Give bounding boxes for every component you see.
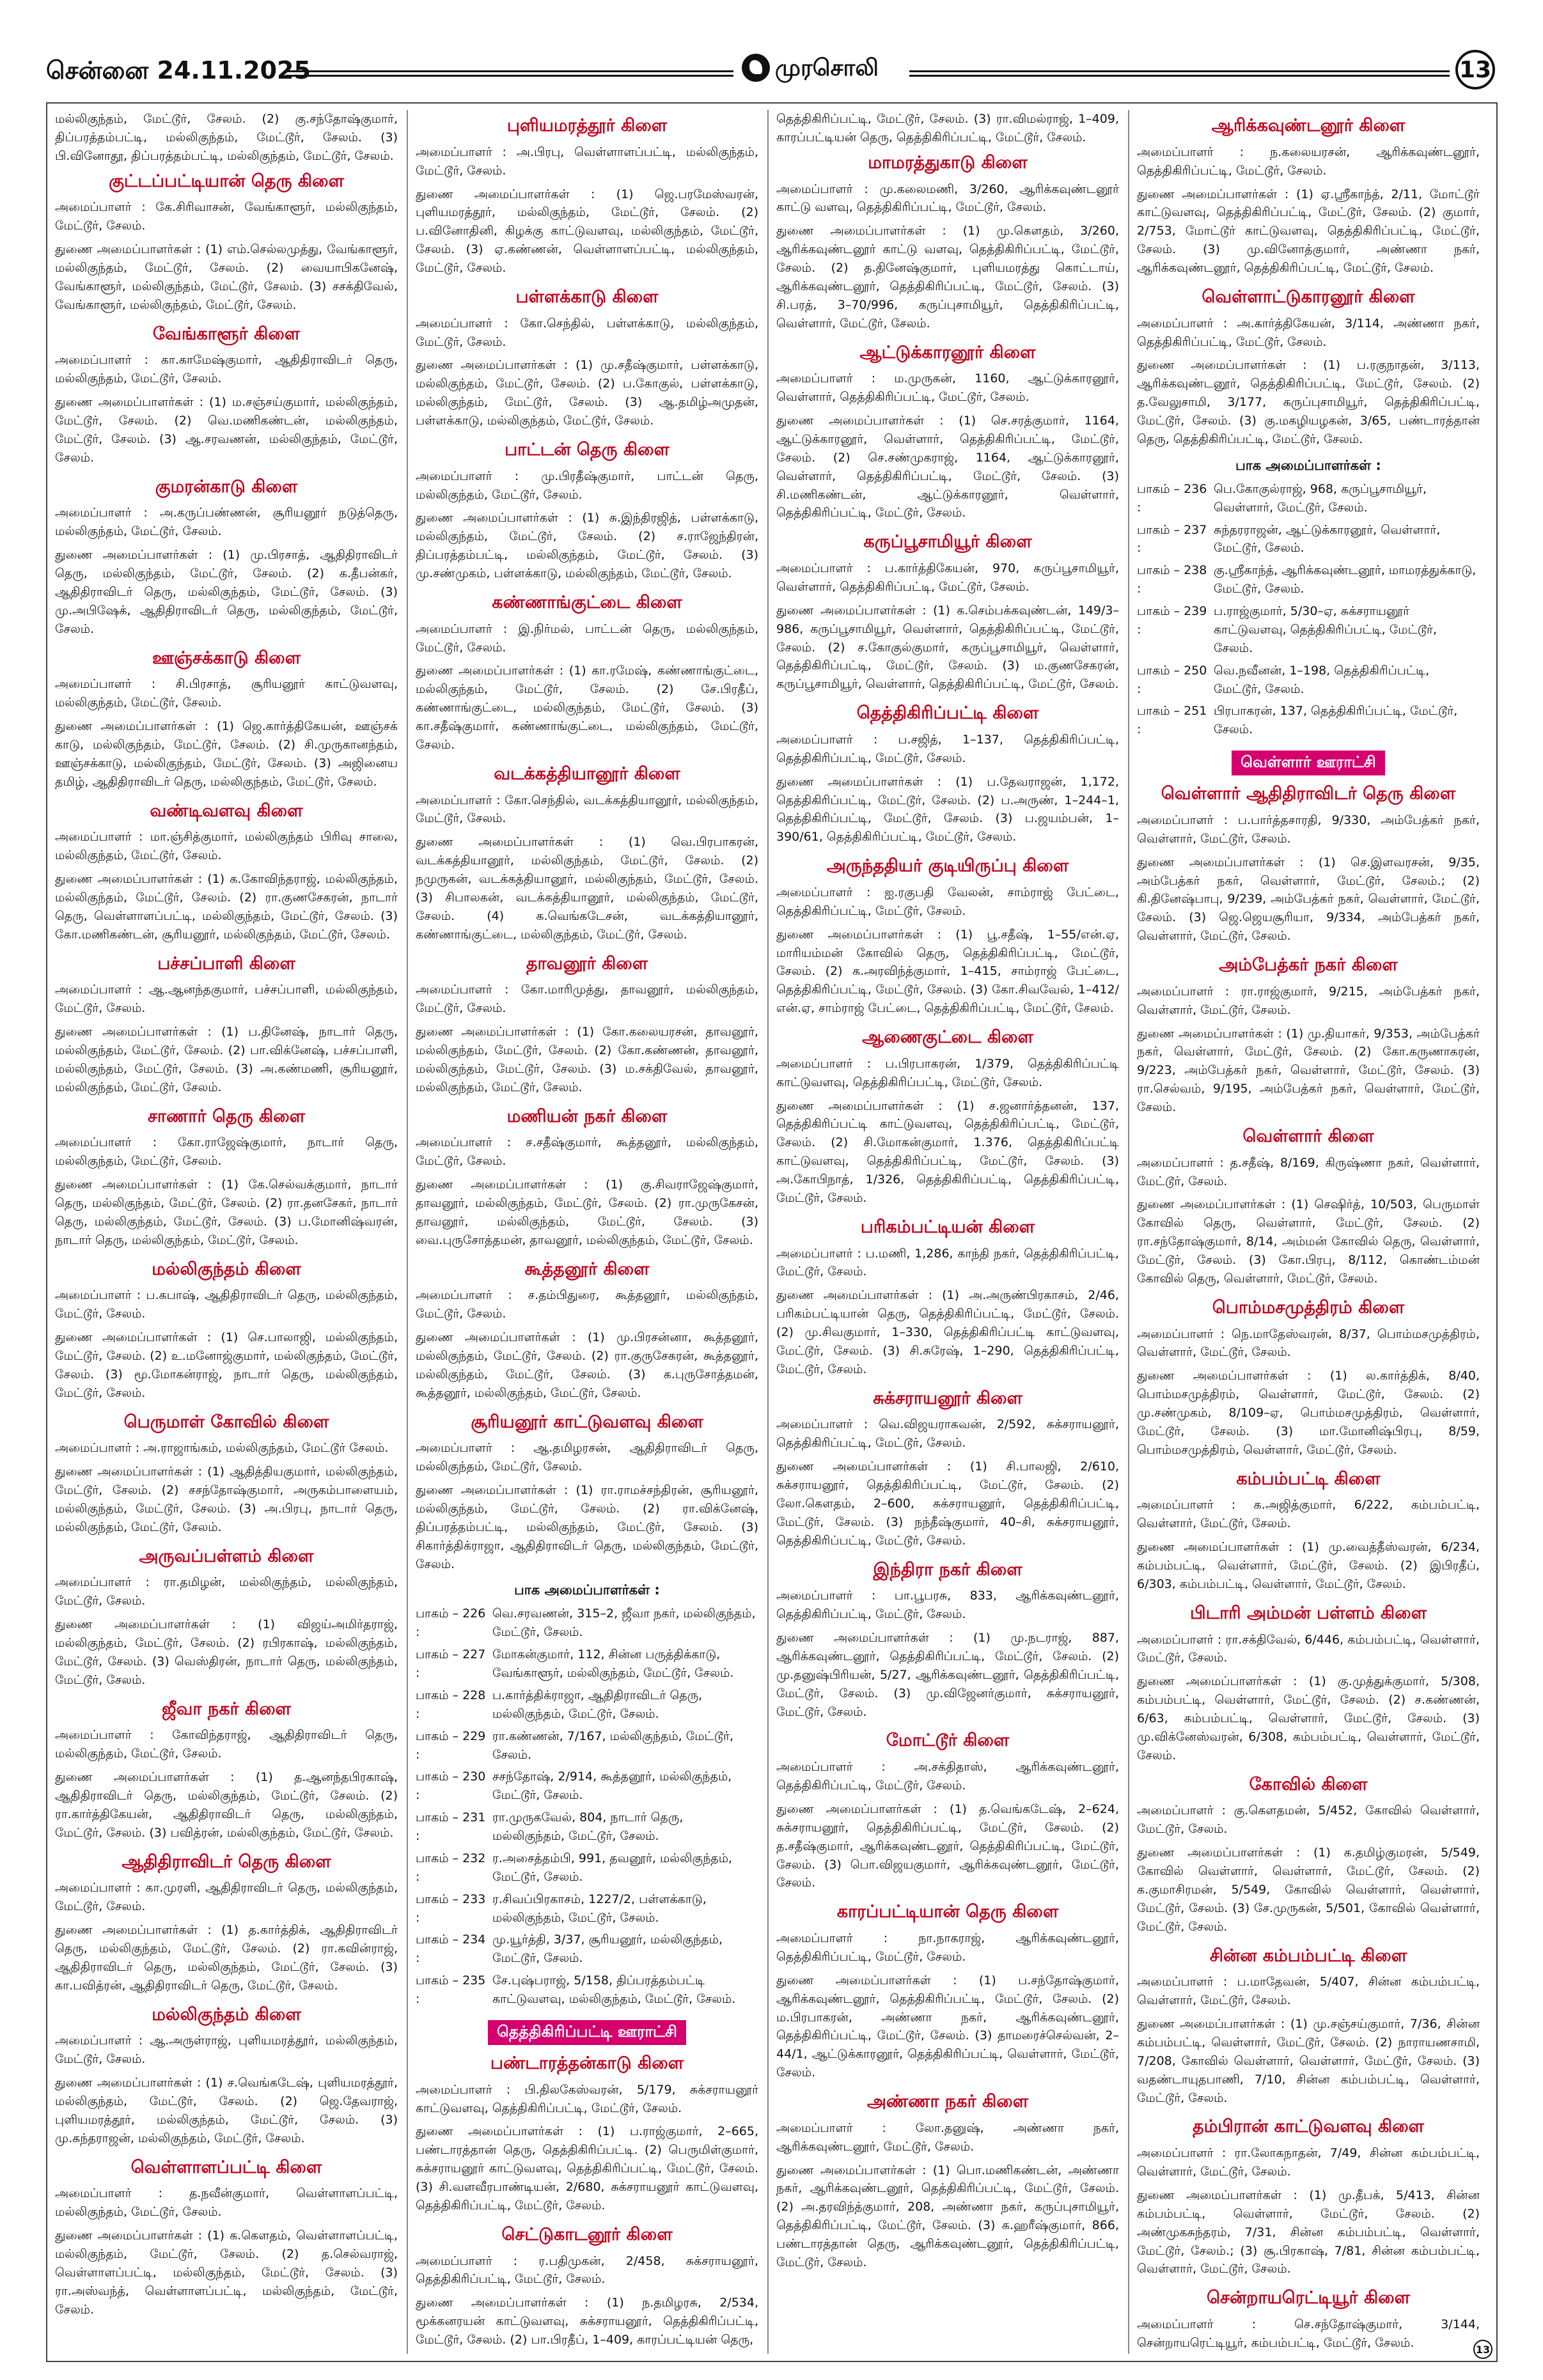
deputy-organizers-text: துணை அமைப்பாளர்கள் : (1) சி.பாலஜி, 2/610, சுக்சராயனூர், தெத்திகிரிப்பட்டி, மேட்டூர், சேலம். (2) லோ.கௌதம், 2–600, சுக்சராயனூர், தெத்திகிரிப்பட்டி, மேட்டூர், சேலம். (3) நந்தீஷ்குமார், 40–சி, சுக்சராயனூர், தெத்திகிரிப்பட்டி, மேட்டூர், சேலம். [776,1459,1119,1548]
branch-title: சென்றாயரெட்டியூர் கிளை [1206,2288,1411,2308]
column-divider [1128,110,1129,2354]
organizer-text: அமைப்பாளர் : ப.கார்த்திகேயன், 970, கருப்பூசாமியூர், வெள்ளார், தெத்திகிரிப்பட்டி, மேட்டூர், சேலம். [776,561,1119,594]
organizer-text: அமைப்பாளர் : மு.கலைமணி, 3/260, ஆரிக்கவுண்டனூர் காட்டு வளவு, தெத்திகிரிப்பட்டி, மேட்டூர், சேலம். [776,182,1119,215]
deputy-organizers-text: துணை அமைப்பாளர்கள் : (1) மு.தீபக், 5/413, சின்ன கம்பம்பட்டி, வெள்ளார், மேட்டூர், சேலம். (2) அண்முகசுந்தரம், 7/31, சின்ன கம்பம்பட்டி, வெள்ளார், மேட்டூர், சேலம்.; (3) சூ.பிரகாஷ், 7/81, சின்ன கம்பம்பட்டி, வெள்ளார், மேட்டூர், சேலம். [1137,2188,1480,2276]
issue-date: சென்னை 24.11.2025 [46,56,311,84]
ward-row [416,1727,758,1764]
column-1 [55,110,398,2354]
column-4 [1137,110,1480,2354]
deputy-organizers-text: துணை அமைப்பாளர்கள் : (1) செ.இளவரசன், 9/35, அம்பேத்கர் நகர், வெள்ளார், மேட்டூர், சேலம்.; (2) கி.தினேஷ்பாபு, 9/239, அம்பேத்கர் நகர், வெள்ளார், மேட்டூர், சேலம். (3) ஜெ.ஜெயசூரியா, 9/334, அம்பேத்கர் நகர், வெள்ளார், மேட்டூர், சேலம். [1137,855,1480,944]
organizer-text: அமைப்பாளர் : இ.நிர்மல், பாட்டன் தெரு, மல்லிகுந்தம், மேட்டூர், சேலம். [416,621,758,655]
ward-organizers-heading: பாக அமைப்பாளர்கள் : [514,1582,660,1598]
ward-row [416,1686,758,1723]
organizer-text: அமைப்பாளர் : ப.மாதேவன், 5/407, சின்ன கம்பம்பட்டி, வெள்ளார், மேட்டூர், சேலம். [1137,1975,1480,2008]
branch-title: சின்ன கம்பம்பட்டி கிளை [1209,1945,1407,1966]
branch-title: தாவனூர் கிளை [526,953,648,974]
deputy-organizers-text: துணை அமைப்பாளர்கள் : (1) கா.ரமேஷ், கண்ணாங்குட்டை, மல்லிகுந்தம், மேட்டூர், சேலம். (2) சே.பிரதீப், கண்ணாங்குட்டை, மல்லிகுந்தம், மேட்டூர், சேலம். (3) கா.சதீஷ்குமார், கண்ணாங்குட்டை, மல்லிகுந்தம், மேட்டூர், சேலம். [416,664,758,752]
branch-block [416,115,758,277]
branch-title: வெள்ளார் ஆதிதிராவிடர் தெரு கிளை [1161,784,1456,804]
branch-block [55,953,398,1097]
deputy-organizers-text: துணை அமைப்பாளர்கள் : (1) பொ.மணிகண்டன், அண்ணா நகர், ஆரிக்கவுண்டனூர், தெத்திகிரிப்பட்டி, மேட்டூர், சேலம். (2) அ.தரவிந்த்குமார், 208, அண்ணா நகர், கருப்புசாமியூர், தெத்திகிரிப்பட்டி, மேட்டூர், சேலம். (3) க.ஹரீஷ்குமார், 866, பண்டாரத்தான் தெரு, ஆரிக்கவுண்டனூர், தெத்திகிரிப்பட்டி, மேட்டூர், சேலம். [776,2163,1119,2269]
ward-number: பாகம் – 228 : [416,1688,486,1721]
ward-number: பாகம் – 229 : [416,1729,486,1762]
branch-title: ஜீவா நகர் கிளை [161,1699,292,1719]
organizer-text: அமைப்பாளர் : கே.சிரிவாசன், வேங்காளூர், மல்லிகுந்தம், மேட்டூர், சேலம். [55,200,398,233]
organizer-text: அமைப்பாளர் : ரா.லோகநாதன், 7/49, சின்ன கம்பம்பட்டி, வெள்ளார், மேட்டூர், சேலம். [1137,2146,1480,2179]
masthead-rule-left [286,70,733,77]
deputy-organizers-text: துணை அமைப்பாளர்கள் : (1) த.கார்த்திக், ஆதிதிராவிடர் தெரு, மல்லிகுந்தம், மேட்டூர், சேலம். (2) ரா.கவின்ராஜ், ஆதிதிராவிடர் தெரு, மல்லிகுந்தம், மேட்டூர், சேலம். (3) கா.பவித்ரன், ஆதிதிராவிடர் தெரு, மேட்டூர், சேலம். [55,1923,398,1993]
ward-number: பாகம் – 232 : [416,1851,486,1884]
branch-title: மல்லிகுந்தம் கிளை [152,2004,301,2025]
organizer-text: அமைப்பாளர் : ச.தம்பிதுரை, கூத்தனூர், மல்லிகுந்தம், மேட்டூர், சேலம். [416,1288,758,1321]
branch-block [1137,1126,1480,1288]
branch-title: பாட்டன் தெரு கிளை [505,439,670,460]
ward-row [1137,662,1480,699]
branch-block [776,1217,1119,1379]
ward-row [416,1808,758,1846]
ward-number: பாகம் – 227 : [416,1647,486,1680]
organizer-text: அமைப்பாளர் : செ.சந்தோஷ்குமார், 3/144, சென்றாயரெட்டியூர், கம்பம்பட்டி, மேட்டூர், சேலம். [1137,2317,1480,2350]
organizer-text: அமைப்பாளர் : த.நவீன்குமார், வெள்ளாளப்பட்டி, மல்லிகுந்தம், மேட்டூர், சேலம். [55,2186,398,2220]
page-number-badge: 13 [1455,50,1495,89]
branch-block [416,2053,758,2215]
organizer-text: அமைப்பாளர் : ர.பதிமுகன், 2/458, சுக்சராயனூர், தெத்திகிரிப்பட்டி, மேட்டூர், சேலம். [416,2253,758,2287]
organizer-text: அமைப்பாளர் : கோ.செந்தில், பள்ளக்காடு, மல்லிகுந்தம், மேட்டூர், சேலம். [416,316,758,349]
branch-title: கோவில் கிளை [1249,1774,1368,1794]
ward-number: பாகம் – 234 : [416,1933,486,1966]
branch-title: செட்டுகாடனூர் கிளை [501,2224,673,2244]
branch-title: பெருமாள் கோவில் கிளை [123,1412,329,1432]
ward-organizer: மோகன்குமார், 112, சின்ன பருத்திக்காடு, வேங்காளூர், மல்லிகுந்தம், மேட்டூர், சேலம். [492,1647,734,1680]
continuation-text: தெத்திகிரிப்பட்டி, மேட்டூர், சேலம். (3) ரா.விமல்ராஜ், 1–409, காரப்பட்டியன் தெரு, தெத்திகிரிப்பட்டி, மேட்டூர், சேலம். [776,112,1119,144]
deputy-organizers-text: துணை அமைப்பாளர்கள் : (1) பூ.சதீஷ், 1–55/என்.ஏ, மாரியம்மன் கோவில் தெரு, தெத்திகிரிப்பட்டி, மேட்டூர், சேலம். (2) க.அரவிந்த்குமார், 1–415, சாம்ராஜ் பேட்டை, தெத்திகிரிப்பட்டி, மேட்டூர், சேலம். (3) கோ.சிவவேல், 1–412/ என்.ஏ, சாம்ராஜ் பேட்டை, தெத்திகிரிப்பட்டி, மேட்டூர், சேலம். [776,927,1119,1016]
branch-block [776,342,1119,523]
ward-number: பாகம் – 250 : [1137,663,1207,696]
organizer-text: அமைப்பாளர் : சி.பிரசாத், சூரியனூர் காட்டுவளவு, மல்லிகுந்தம், மேட்டூர், சேலம். [55,677,398,710]
branch-title: பரிகம்பட்டியன் கிளை [860,1217,1035,1237]
branch-block [776,1901,1119,2082]
deputy-organizers-text: துணை அமைப்பாளர்கள் : (1) ச.ஜனார்த்தனன், 137, தெத்திகிரிப்பட்டி காட்டுவளவு, தெத்திகிரிப்பட்டி, மேட்டூர், சேலம். (2) சி.மோகன்குமார், 1.376, தெத்திகிரிப்பட்டி காட்டுவளவு, தெத்திகிரிப்பட்டி, மேட்டூர், சேலம். (3) அ.கோபிநாத், 1/326, தெத்திகிரிப்பட்டி, தெத்திகிரிப்பட்டி, மேட்டூர், சேலம். [776,1098,1119,1205]
branch-block [776,703,1119,846]
branch-block [416,286,758,430]
branch-title: ஊஞ்சக்காடு கிளை [152,648,301,668]
organizer-text: அமைப்பாளர் : லோ.தனுஷ், அண்ணா நகர், ஆரிக்கவுண்டனூர், மேட்டூர், சேலம். [776,2120,1119,2154]
section-band [416,2020,758,2045]
branch-title: வெள்ளாட்டுகாரனூர் கிளை [1202,286,1415,307]
branch-title: சூரியனூர் காட்டுவளவு கிளை [471,1412,703,1432]
branch-block [416,1259,758,1403]
ward-organizer: ரா.முருகவேல், 804, நாடார் தெரு, மல்லிகுந்தம், மேட்டூர், சேலம். [492,1810,684,1843]
branch-block [416,1412,758,1574]
deputy-organizers-text: துணை அமைப்பாளர்கள் : (1) ப.தேவராஜன், 1,172, தெத்திகிரிப்பட்டி, மேட்டூர், சேலம். (2) ப.அருண், 1–244–1, தெத்திகிரிப்பட்டி, மேட்டூர், சேலம். (3) ப.ஜயம்பன், 1–390/61, தெத்திகிரிப்பட்டி, மேட்டூர், சேலம். [776,774,1119,844]
branch-block [55,648,398,791]
organizer-text: அமைப்பாளர் : கோ.செந்தில், வடக்கத்தியானூர், மல்லிகுந்தம், மேட்டூர், சேலம். [416,793,758,826]
organizer-text: அமைப்பாளர் : அ.கருப்பண்ணன், சூரியனூர் நடுத்தெரு, மல்லிகுந்தம், மேட்டூர், சேலம். [55,506,398,539]
branch-title: இந்திரா நகர் கிளை [873,1559,1022,1580]
branch-title: வண்டிவளவு கிளை [150,800,303,821]
deputy-organizers-text: துணை அமைப்பாளர்கள் : (1) ஜெ.கார்த்திகேயன், ஊஞ்சக் காடு, மல்லிகுந்தம், மேட்டூர், சேலம். (2) சி.முருகானந்தம், ஊஞ்சக்காடு, மல்லிகுந்தம், மேட்டூர், சேலம். (3) அஜினைய தமிழ், ஆதிதிராவிடர் தெரு, மல்லிகுந்தம், மேட்டூர், சேலம். [55,719,398,789]
deputy-organizers-text: துணை அமைப்பாளர்கள் : (1) கோ.கலையரசன், தாவனூர், மல்லிகுந்தம், மேட்டூர், சேலம். (2) கோ.கண்ணன், தாவனூர், மல்லிகுந்தம், மேட்டூர், சேலம். (3) ம.சக்திவேல், தாவனூர், மல்லிகுந்தம், மேட்டூர், சேலம். [416,1025,758,1094]
organizer-text: அமைப்பாளர் : அ.சக்திதாஸ், ஆரிக்கவுண்டனூர், தெத்திகிரிப்பட்டி, மேட்டூர், சேலம். [776,1760,1119,1793]
ward-organizer: ர.சிவப்பிரகாசம், 1227/2, பள்ளக்காடு, மல்லிகுந்தம், மேட்டூர், சேலம். [492,1892,707,1925]
organizer-text: அமைப்பாளர் : ப.கபாஷ், ஆதிதிராவிடர் தெரு, மல்லிகுந்தம், மேட்டூர், சேலம். [55,1288,398,1321]
branch-title: கண்ணாங்குட்டை கிளை [492,592,682,612]
deputy-organizers-text: துணை அமைப்பாளர்கள் : (1) மு.பிரசன்னா, கூத்தனூர், மல்லிகுந்தம், மேட்டூர், சேலம். (2) ரா.குருசேகரன், கூத்தனூர், மல்லிகுந்தம், மேட்டூர், சேலம். (3) க.புருசோத்தமன், கூத்தனூர், மல்லிகுந்தம், மேட்டூர், சேலம். [416,1330,758,1400]
organizer-text: அமைப்பாளர் : நா.நாகராஜ், ஆரிக்கவுண்டனூர், தெத்திகிரிப்பட்டி, மேட்டூர், சேலம். [776,1931,1119,1964]
branch-title: காரப்பட்டியான் தெரு கிளை [836,1902,1059,1922]
organizer-text: அமைப்பாளர் : க.அஜித்குமார், 6/222, கம்பம்பட்டி, வெள்ளார், மேட்டூர், சேலம். [1137,1498,1480,1531]
ward-number: பாகம் – 235 : [416,1973,486,2006]
organizer-text: அமைப்பாளர் : ஆ.அருள்ராஜ், புளியமரத்தூர், மல்லிகுந்தம், மேட்டூர், சேலம். [55,2034,398,2067]
deputy-organizers-text: துணை அமைப்பாளர்கள் : (1) மு.நடராஜ், 887, ஆரிக்கவுண்டனூர், தெத்திகிரிப்பட்டி, மேட்டூர், சேலம். (2) மு.தனுஷ்பிரியன், 5/27, ஆரிக்கவுண்டனூர், தெத்திகிரிப்பட்டி, மேட்டூர், சேலம். (3) மு.விஜேனர்குமார், சுக்சராயனூர், மேட்டூர், சேலம். [776,1631,1119,1719]
organizer-text: அமைப்பாளர் : ப.பிரபாகரன், 1/379, தெத்திகிரிப்பட்டி காட்டுவளவு, தெத்திகிரிப்பட்டி, மேட்டூர், சேலம். [776,1056,1119,1089]
organizer-text: அமைப்பாளர் : ஆ.ஆனந்தகுமார், பச்சப்பாளி, மல்லிகுந்தம், மேட்டூர், சேலம். [55,983,398,1016]
branch-title: பச்சப்பாளி கிளை [157,953,295,974]
branch-title: மாமரத்துகாடு கிளை [868,152,1028,173]
organizer-text: அமைப்பாளர் : ம.முருகன், 1160, ஆட்டுக்காரனூர், வெள்ளார், தெத்திகிரிப்பட்டி, மேட்டூர், சேலம். [776,371,1119,405]
deputy-organizers-text: துணை அமைப்பாளர்கள் : (1) க.தமிழ்குமரன், 5/549, கோவில் வெள்ளார், வெள்ளார், மேட்டூர், சேலம். (2) க.குமாசிரமன், 5/549, கோவில் வெள்ளார், வெள்ளார், மேட்டூர், சேலம். (3) சே.முருகன், 5/501, கோவில் வெள்ளார், மேட்டூர், சேலம். [1137,1846,1480,1934]
organizer-text: அமைப்பாளர் : ப.மணி, 1,286, காந்தி நகர், தெத்திகிரிப்பட்டி, மேட்டூர், சேலம். [776,1246,1119,1279]
organizer-text: அமைப்பாளர் : அ.ராஜாங்கம், மல்லிகுந்தம், மேட்டூர் சேலம். [55,1441,389,1456]
organizer-text: அமைப்பாளர் : கா.முரளி, ஆதிதிராவிடர் தெரு, மல்லிகுந்தம், மேட்டூர், சேலம். [55,1881,398,1914]
deputy-organizers-text: துணை அமைப்பாளர்கள் : (1) மு.பிரசாத், ஆதிதிராவிடர் தெரு, மல்லிகுந்தம், மேட்டூர், சேலம். (2) க.தீபன்கர், ஆதிதிராவிடர் தெரு, மல்லிகுந்தம், மேட்டூர், சேலம். (3) மு.அபிஷேக், ஆதிதிராவிடர் தெரு, மல்லிகுந்தம், மேட்டூர், சேலம். [55,548,398,636]
deputy-organizers-text: துணை அமைப்பாளர்கள் : (1) கு.சிவராஜேஷ்குமார், தாவனூர், மல்லிகுந்தம், மேட்டூர், சேலம். (2) ரா.முருகேசன், தாவனூர், மல்லிகுந்தம், மேட்டூர், சேலம். (3) வை.புருசோத்தமன், தாவனூர், மல்லிகுந்தம், மேட்டூர், சேலம். [416,1178,758,1247]
organizer-text: அமைப்பாளர் : த.சதீஷ், 8/169, கிருஷ்ணா நகர், வெள்ளார், மேட்டூர், சேலம். [1137,1155,1480,1188]
branch-block [55,1851,398,1995]
branch-block [1137,1297,1480,1459]
branch-block [55,323,398,467]
organizer-text: அமைப்பாளர் : கா.காமேஷ்குமார், ஆதிதிராவிடர் தெரு, மல்லிகுந்தம், மேட்டூர், சேலம். [55,353,398,386]
branch-title: பிடாரி அம்மன் பள்ளம் கிளை [1189,1603,1427,1623]
organizer-text: அமைப்பாளர் : அ.கார்த்திகேயன், 3/114, அண்ணா நகர், தெத்திகிரிப்பட்டி, மேட்டூர், சேலம். [1137,316,1480,349]
branch-title: பள்ளக்காடு கிளை [515,286,659,307]
newspaper-name: முரசொலி [775,55,879,81]
organizer-text: அமைப்பாளர் : ந.கலையரசன், ஆரிக்கவுண்டனூர், தெத்திகிரிப்பட்டி, மேட்டூர், சேலம். [1137,144,1480,178]
branch-block [1137,954,1480,1117]
branch-block [776,1027,1119,1208]
deputy-organizers-text: துணை அமைப்பாளர்கள் : (1) வெ.பிரபாகரன், வடக்கத்தியானூர், மல்லிகுந்தம், மேட்டூர், சேலம். (2) நமுருகன், வடக்கத்தியானூர், மல்லிகுந்தம், மேட்டூர், சேலம். (3) சிபாலகன், வடக்கத்தியானூர், மல்லிகுந்தம், மேட்டூர், சேலம். (4) க.வெங்கடேசன், வடக்கத்தியானூர், கண்ணாங்குட்டை, மல்லிகுந்தம், மேட்டூர், சேலம். [416,835,758,942]
organizer-text: அமைப்பாளர் : ரா.ராஜ்குமார், 9/215, அம்பேத்கர் நகர், வெள்ளார், மேட்டூர், சேலம். [1137,984,1480,1017]
ward-number: பாகம் – 237 : [1137,522,1207,556]
ward-number: பாகம் – 239 : [1137,604,1207,637]
branch-title: சாணார் தெரு கிளை [147,1106,306,1126]
deputy-organizers-text: துணை அமைப்பாளர்கள் : (1) ந.தமிழரசு, 2/534, மூக்கனரயன் காட்டுவளவு, சுக்சராயனூர், தெத்திகிரிப்பட்டி, மேட்டூர், சேலம். (2) பா.பிரதீப், 1–409, காரப்பட்டியன் தெரு, [416,2296,758,2347]
organizer-text: அமைப்பாளர் : ரா.சக்திவேல், 6/446, கம்பம்பட்டி, வெள்ளார், மேட்டூர், சேலம். [1137,1632,1480,1665]
branch-block [55,2157,398,2319]
branch-title: தம்பிரான் காட்டுவளவு கிளை [1192,2117,1425,2137]
ward-number: பாகம் – 233 : [416,1892,486,1925]
ward-organizer: பெ.கோகுல்ராஜ், 968, கருப்பூசாமியூர், வெள்ளார், மேட்டூர், சேலம். [1214,481,1427,515]
ward-number: பாகம் – 226 : [416,1606,486,1640]
organizer-text: அமைப்பாளர் : பி.திலகேஸ்வரன், 5/179, சுக்சராயனூர் காட்டுவளவு, தெத்திகிரிப்பட்டி, மேட்டூர், சேலம். [416,2082,758,2115]
deputy-organizers-text: துணை அமைப்பாளர்கள் : (1) மு.தியாகர், 9/353, அம்பேத்கர் நகர், வெள்ளார், மேட்டூர், சேலம். (2) கோ.கருணாகரன், 9/223, அம்பேத்கர் நகர், வெள்ளார், மேட்டூர், சேலம். (3) ரா.செல்வம், 9/195, அம்பேத்கர் நகர், வெள்ளார், மேட்டூர், சேலம். [1137,1026,1480,1114]
branch-block [1137,1945,1480,2108]
deputy-organizers-text: துணை அமைப்பாளர்கள் : (1) ஏ.ஸ்ரீகாந்த், 2/11, மோட்டூர் காட்டுவளவு, தெத்திகிரிப்பட்டி, மேட்டூர், சேலம். (2) குமார், 2/753, மோட்டூர் காட்டுவளவு, தெத்திகிரிப்பட்டி, மேட்டூர், சேலம். (3) மு.வினோத்குமார், அண்ணா நகர், ஆரிக்கவுண்டனூர், தெத்திகிரிப்பட்டி, மேட்டூர், சேலம். [1137,187,1480,275]
ward-organizer: பிரபாகரன், 137, தெத்திகிரிப்பட்டி, மேட்டூர், சேலம். [1214,704,1458,737]
branch-block [776,1388,1119,1550]
corner-page-number: 13 [1473,2340,1492,2359]
branch-title: கூத்தனூர் கிளை [524,1259,650,1279]
branch-block [776,1559,1119,1722]
panchayat-heading: தெத்திகிரிப்பட்டி ஊராட்சி [488,2020,686,2045]
organizer-text: அமைப்பாளர் : கோ.மாரிமுத்து, தாவனூர், மல்லிகுந்தம், மேட்டூர், சேலம். [416,983,758,1016]
organizer-text: அமைப்பாளர் : ப.பார்த்தசாரதி, 9/330, அம்பேத்கர் நகர், வெள்ளார், மேட்டூர், சேலம். [1137,813,1480,846]
branch-block [1137,2116,1480,2278]
ward-row [1137,702,1480,739]
branch-title: புளியமரத்தூர் கிளை [506,116,668,136]
ward-number: பாகம் – 238 : [1137,563,1207,596]
branch-block [55,1259,398,1403]
branch-block [55,1106,398,1250]
deputy-organizers-text: துணை அமைப்பாளர்கள் : (1) க.கோவிந்தராஜ், மல்லிகுந்தம், மல்லிகுந்தம், மேட்டூர், சேலம். (2) ரா.குணசேகரன், நாடார் தெரு, வெள்ளாளப்பட்டி, மல்லிகுந்தம், மேட்டூர், சேலம். (3) கோ.மணிகண்டன், சூரியனூர், மல்லிகுந்தம், மேட்டூர், சேலம். [55,872,398,942]
branch-title: மோட்டூர் கிளை [886,1731,1010,1751]
deputy-organizers-text: துணை அமைப்பாளர்கள் : (1) சு.இந்திரஜித், பள்ளக்காடு, மல்லிகுந்தம், மேட்டூர், சேலம். (2) ச.ராஜேந்திரன், திப்பரத்தம்பட்டி, மல்லிகுந்தம், மேட்டூர், சேலம். (3) மு.சண்முகம், பள்ளக்காடு, மல்லிகுந்தம், மேட்டூர், சேலம். [416,511,758,580]
organizer-text: அமைப்பாளர் : மு.பிரதீஷ்குமார், பாட்டன் தெரு, மல்லிகுந்தம், மேட்டூர், சேலம். [416,469,758,502]
branch-block [55,800,398,944]
ward-row [1137,561,1480,598]
ward-organizer: ர.அசைத்தம்பி, 991, தவனூர், மல்லிகுந்தம், மேட்டூர், சேலம். [492,1851,733,1884]
masthead [46,50,1498,95]
branch-block [55,1412,398,1537]
ward-organizer: வெ.சரவணன், 315–2, ஜீவா நகர், மல்லிகுந்தம், மேட்டூர், சேலம். [492,1606,756,1640]
ward-organizers-heading: பாக அமைப்பாளர்கள் : [1235,457,1381,473]
branch-block [55,171,398,315]
branch-block [55,2004,398,2148]
branch-title: கம்பம்பட்டி கிளை [1236,1468,1381,1489]
branch-title: ஆட்டுக்காரனூர் கிளை [859,342,1036,362]
branch-title: தெத்திகிரிப்பட்டி கிளை [856,703,1039,724]
deputy-organizers-text: துணை அமைப்பாளர்கள் : (1) ம.சஞ்சய்குமார், மல்லிகுந்தம், மேட்டூர், சேலம். (2) வெ.மணிகண்டன், மல்லிகுந்தம், மேட்டூர், சேலம். (3) ஆ.சரவணன், மல்லிகுந்தம், மேட்டூர், சேலம். [55,395,398,465]
ward-organizer: வெ.நவீனன், 1–198, தெத்திகிரிப்பட்டி, மேட்டூர், சேலம். [1214,663,1430,696]
branch-title: பொம்மசமுத்திரம் கிளை [1212,1297,1405,1318]
branch-title: பண்டாரத்தன்காடு கிளை [490,2053,684,2073]
branch-block [416,763,758,944]
ward-number: பாகம் – 231 : [416,1810,486,1843]
deputy-organizers-text: துணை அமைப்பாளர்கள் : (1) த.வெங்கடேஷ், 2–624, சுக்சராயனூர், தெத்திகிரிப்பட்டி, மேட்டூர், சேலம். (2) த.சதீஷ்குமார், ஆரிக்கவுண்டனூர், தெத்திகிரிப்பட்டி, மேட்டூர், சேலம். (3) பொ.விஜயகுமார், ஆரிக்கவுண்டனூர், மேட்டூர், சேலம். [776,1801,1119,1890]
branch-block [1137,115,1480,277]
organizer-text: அமைப்பாளர் : கோவிந்தராஜ், ஆதிதிராவிடர் தெரு, மல்லிகுந்தம், மேட்டூர், சேலம். [55,1728,398,1761]
ward-organizers-block [1137,458,1480,739]
ward-organizer: ரா.கண்ணன், 7/167, மல்லிகுந்தம், மேட்டூர், சேலம். [492,1729,734,1762]
organizer-text: அமைப்பாளர் : நெ.மாதேஸ்வரன், 8/37, பொம்மசமுத்திரம், வெள்ளார், மேட்டூர், சேலம். [1137,1326,1480,1360]
branch-title: வெள்ளாளப்பட்டி கிளை [130,2157,322,2177]
branch-title: அம்பேத்கர் நகர் கிளை [1219,955,1398,975]
ward-organizer: சசந்தோஷ், 2/914, கூத்தனூர், மல்லிகுந்தம், மேட்டூர், சேலம். [492,1769,732,1803]
organizer-text: அமைப்பாளர் : ச.சதீஷ்குமார், கூத்தனூர், மல்லிகுந்தம், மேட்டூர், சேலம். [416,1135,758,1169]
branch-block [55,1546,398,1690]
deputy-organizers-text: துணை அமைப்பாளர்கள் : (1) ப.ரகுநாதன், 3/113, ஆரிக்கவுண்டனூர், தெத்திகிரிப்பட்டி, மேட்டூர், சேலம். (2) த.வேலுசாமி, 3/177, கருப்புசாமியூர், தெத்திகிரிப்பட்டி, மேட்டூர், சேலம். (3) கு.மகழியழகன், 3/65, பண்டாரத்தான் தெரு, தெத்திகிரிப்பட்டி, மேட்டூர், சேலம். [1137,358,1480,446]
deputy-organizers-text: துணை அமைப்பாளர்கள் : (1) செ.பாலாஜி, மல்லிகுந்தம், மேட்டூர், சேலம். (2) உ.மனோஜ்குமார், மல்லிகுந்தம், மேட்டூர், சேலம். (3) மூ.மோகன்ராஜ், நாடார் தெரு, மல்லிகுந்தம், மேட்டூர், சேலம். [55,1330,398,1400]
branch-title: கருப்பூசாமியூர் கிளை [863,532,1032,552]
branch-block [55,476,398,639]
organizer-text: அமைப்பாளர் : பா.பூபரசு, 833, ஆரிக்கவுண்டனூர், தெத்திகிரிப்பட்டி, மேட்டூர், சேலம். [776,1589,1119,1622]
column-divider [407,110,408,2354]
ward-number: பாகம் – 236 : [1137,481,1207,515]
branch-title: மல்லிகுந்தம் கிளை [152,1259,301,1279]
deputy-organizers-text: துணை அமைப்பாளர்கள் : (1) ஆதித்தியகுமார், மல்லிகுந்தம், மேட்டூர், சேலம். (2) சசந்தோஷ்குமார், அருகம்பாளையம், மல்லிகுந்தம், மேட்டூர், சேலம். (3) அ.பிரபு, நாடார் தெரு, மல்லிகுந்தம், மேட்டூர், சேலம். [55,1465,398,1534]
column-2 [416,110,758,2354]
branch-block [1137,2287,1480,2353]
branch-block [416,439,758,583]
deputy-organizers-text: துணை அமைப்பாளர்கள் : (1) கு.முத்துக்குமார், 5/308, கம்பம்பட்டி, வெள்ளார், மேட்டூர், சேலம். (2) ச.கண்ணன், 6/63, கம்பம்பட்டி, வெள்ளார், மேட்டூர், சேலம். (3) மு.விக்னேஸ்வரன், 6/308, கம்பம்பட்டி, வெள்ளார், மேட்டூர், சேலம். [1137,1674,1480,1762]
ward-row [1137,480,1480,517]
ward-organizer: கு.ஸ்ரீகாந்த், ஆரிக்கவுண்டனூர், மாமரத்துக்காடு, மேட்டூர், சேலம். [1214,563,1476,596]
branch-block [776,855,1119,1018]
newspaper-logo-icon [742,54,770,82]
section-band [1137,751,1480,775]
organizer-text: அமைப்பாளர் : ரா.தமிழன், மல்லிகுந்தம், மல்லிகுந்தம், மேட்டூர், சேலம். [55,1575,398,1608]
organizer-text: அமைப்பாளர் : கோ.ராஜேஷ்குமார், நாடார் தெரு, மல்லிகுந்தம், மேட்டூர், சேலம். [55,1135,398,1169]
column-3 [776,110,1119,2354]
organizer-text: அமைப்பாளர் : ப.சஜித், 1–137, தெத்திகிரிப்பட்டி, தெத்திகிரிப்பட்டி, மேட்டூர், சேலம். [776,732,1119,765]
ward-organizer: சுந்தரராஜன், ஆட்டுக்காரனூர், வெள்ளார், மேட்டூர், சேலம். [1214,522,1441,556]
branch-block [1137,286,1480,449]
branch-block [416,592,758,754]
organizer-text: அமைப்பாளர் : அ.பிரபு, வெள்ளாளப்பட்டி, மல்லிகுந்தம், மேட்டூர், சேலம். [416,144,758,178]
branch-block [1137,1603,1480,1765]
branch-block [416,1106,758,1250]
panchayat-heading: வெள்ளார் ஊராட்சி [1232,751,1384,775]
ward-row [416,1972,758,2009]
branch-title: ஆணைகுட்டை கிளை [862,1027,1033,1047]
deputy-organizers-text: துணை அமைப்பாளர்கள் : (1) விஜய்அமிர்தராஜ், மல்லிகுந்தம், மேட்டூர், சேலம். (2) ரபிரகாஷ், மல்லிகுந்தம், மேட்டூர், சேலம். (3) வெஸ்திரன், நாடார் தெரு, மல்லிகுந்தம், மேட்டூர், சேலம். [55,1617,398,1687]
branch-title: வடக்கத்தியானூர் கிளை [494,763,680,784]
deputy-organizers-text: துணை அமைப்பாளர்கள் : (1) மு.வைத்தீஸ்வரன், 6/234, கம்பம்பட்டி, வெள்ளார், மேட்டூர், சேலம். (2) இபிரதீப், 6/303, கம்பம்பட்டி, வெள்ளார், மேட்டூர், சேலம். [1137,1540,1480,1591]
ward-organizer: மு.யூர்த்தி, 3/37, சூரியனூர், மல்லிகுந்தம், மேட்டூர், சேலம். [492,1933,723,1966]
deputy-organizers-text: துணை அமைப்பாளர்கள் : (1) ச.வெங்கடேஷ், புளியமரத்தூர், மல்லிகுந்தம், மேட்டூர், சேலம். (2) ஜெ.தேவராஜ், புளியமரத்தூர், மல்லிகுந்தம், மேட்டூர், சேலம். (3) மு.கந்தராஜன், மல்லிகுந்தம், மேட்டூர், சேலம். [55,2076,398,2145]
deputy-organizers-text: துணை அமைப்பாளர்கள் : (1) மு.சதீஷ்குமார், பள்ளக்காடு, மல்லிகுந்தம், மேட்டூர், சேலம். (2) ப.கோகுல், பள்ளக்காடு, மல்லிகுந்தம், மேட்டூர், சேலம். (3) ஆ.தமிழ்அமுதன், பள்ளக்காடு, மல்லிகுந்தம், மேட்டூர், சேலம். [416,358,758,428]
deputy-organizers-text: துணை அமைப்பாளர்கள் : (1) ரா.ராமச்சந்திரன், சூரியனூர், மல்லிகுந்தம், மேட்டூர், சேலம். (2) ரா.விக்னேஷ், திப்பரத்தம்பட்டி, மல்லிகுந்தம், மேட்டூர், சேலம். (3) சிகார்த்திக்ராஜா, ஆதிதிராவிடர் தெரு, மல்லிகுந்தம், மேட்டூர், சேலம். [416,1483,758,1571]
branch-block [416,953,758,1097]
branch-block [776,2091,1119,2272]
deputy-organizers-text: துணை அமைப்பாளர்கள் : (1) கே.செல்வக்குமார், நாடார் தெரு, மல்லிகுந்தம், மேட்டூர், சேலம். (2) ரா.தனசேகர், நாடார் தெரு, மல்லிகுந்தம், மேட்டூர், சேலம். (3) ப.மோனிஷ்வரன், நாடார் தெரு, மல்லிகுந்தம், மேட்டூர், சேலம். [55,1178,398,1247]
ward-number: பாகம் – 251 : [1137,704,1207,737]
deputy-organizers-text: துணை அமைப்பாளர்கள் : (1) மு.சஞ்சய்குமார், 7/36, சின்ன கம்பம்பட்டி, வெள்ளார், மேட்டூர், சேலம். (2) நாராயணசாமி, 7/208, கோவில் வெள்ளார், வெள்ளார், மேட்டூர், சேலம். (3) வதண்டாயுதபாணி, 7/10, சின்ன கம்பம்பட்டி, வெள்ளார், மேட்டூர், சேலம். [1137,2017,1480,2105]
deputy-organizers-text: துணை அமைப்பாளர்கள் : (1) எம்.செல்லமுத்து, வேங்காளூர், மல்லிகுந்தம், மேட்டூர், சேலம். (2) வையாபிகனேஷ், வேங்காளூர், மல்லிகுந்தம், மேட்டூர், சேலம். (3) சசக்திவேல், வேங்காளூர், மல்லிகுந்தம், மேட்டூர், சேலம். [55,242,398,312]
branch-title: அண்ணா நகர் கிளை [866,2092,1029,2112]
branch-block [1137,1774,1480,1936]
organizer-text: அமைப்பாளர் : ஆ.தமிழரசன், ஆதிதிராவிடர் தெரு, மல்லிகுந்தம், மேட்டூர், சேலம். [416,1441,758,1474]
deputy-organizers-text: துணை அமைப்பாளர்கள் : (1) ப.தினேஷ், நாடார் தெரு, மல்லிகுந்தம், மேட்டூர், சேலம். (2) பா.விக்னேஷ், பச்சப்பாளி, மல்லிகுந்தம், மேட்டூர், சேலம். (3) அ.கண்மணி, சூரியனூர், மல்லிகுந்தம், மேட்டூர், சேலம். [55,1025,398,1094]
organizer-text: அமைப்பாளர் : வெ.விஜயராகவன், 2/592, சுக்சராயனூர், தெத்திகிரிப்பட்டி, மேட்டூர், சேலம். [776,1417,1119,1451]
branch-title: அருந்ததியர் குடியிருப்பு கிளை [826,856,1069,876]
organizer-text: அமைப்பாளர் : மா.ஞ்சித்குமார், மல்லிகுந்தம் பிரிவு சாலை, மல்லிகுந்தம், மேட்டூர், சேலம். [55,830,398,863]
branch-block [1137,783,1480,945]
continuation-text: மல்லிகுந்தம், மேட்டூர், சேலம். (2) கு.சந்தோஷ்குமார், திப்பரத்தம்பட்டி, மல்லிகுந்தம், மேட்டூர், சேலம். (3) பி.வினோதூ, திப்பரத்தம்பட்டி, மல்லிகுந்தம், மேட்டூர், சேலம். [55,112,398,163]
branch-title: குமரன்காடு கிளை [155,476,298,497]
ward-row [416,1890,758,1927]
ward-row [1137,521,1480,558]
deputy-organizers-text: துணை அமைப்பாளர்கள் : (1) செ.சரத்குமார், 1164, ஆட்டுக்காரனூர், வெள்ளார், தெத்திகிரிப்பட்டி, மேட்டூர், சேலம். (2) செ.சண்முகராஜ், 1164, ஆட்டுக்காரனூர், வெள்ளார், தெத்திகிரிப்பட்டி, மேட்டூர், சேலம். (3) சி.மணிகண்டன், ஆட்டுக்காரனூர், வெள்ளார், தெத்திகிரிப்பட்டி, மேட்டூர், சேலம். [776,414,1119,520]
deputy-organizers-text: துணை அமைப்பாளர்கள் : (1) ப.ராஜ்குமார், 2–665, பண்டாரத்தான் தெரு, தெத்திகிரிப்பட்டி. (2) பெருமிள்குமார், சுக்சராயனூர் காட்டுவளவு, தெத்திகிரிப்பட்டி, மேட்டூர், சேலம். (3) சி.வளவீரபாண்டியன், 2/680, சுக்சராயனூர் காட்டுவளவு, தெத்திகிரிப்பட்டி, மேட்டூர், சேலம். [416,2124,758,2213]
deputy-organizers-text: துணை அமைப்பாளர்கள் : (1) க.செம்பக்கவுண்டன், 149/3–986, கருப்பூசாமியூர், வெள்ளார், தெத்திகிரிப்பட்டி, மேட்டூர், சேலம். (2) ச.கோகுல்குமார், கருப்பூசாமியூர், வெள்ளார், தெத்திகிரிப்பட்டி, மேட்டூர், சேலம். (3) ம.குணசேகரன், கருப்பூசாமியூர், வெள்ளார், தெத்திகிரிப்பட்டி, மேட்டூர், சேலம். [776,603,1119,692]
branch-title: வேங்காளூர் கிளை [152,323,301,344]
organizer-text: அமைப்பாளர் : கு.கௌதமன், 5/452, கோவில் வெள்ளார், மேட்டூர், சேலம். [1137,1803,1480,1837]
ward-number: பாகம் – 230 : [416,1769,486,1803]
branch-block [776,152,1119,333]
ward-organizer: சே.புஷ்பராஜ், 5/158, திப்பரத்தம்பட்டி காட்டுவளவு, மல்லிகுந்தம், மேட்டூர், சேலம். [492,1973,736,2006]
ward-row [416,1768,758,1805]
deputy-organizers-text: துணை அமைப்பாளர்கள் : (1) ல.கார்த்திக், 8/40, பொம்மசமுத்திரம், வெள்ளார், மேட்டூர், சேலம். (2) மு.சண்முகம், 8/109–ஏ, பொம்மசமுத்திரம், வெள்ளார், மேட்டூர், சேலம். (3) மா.மோனிஷ்பிரபு, 8/59, பொம்மசமுத்திரம், வெள்ளார், மேட்டூர், சேலம். [1137,1369,1480,1457]
branch-block [416,2224,758,2349]
deputy-organizers-text: துணை அமைப்பாளர்கள் : (1) க.கௌதம், வெள்ளாளப்பட்டி, மல்லிகுந்தம், மேட்டூர், சேலம். (2) த.செல்வராஜ், வெள்ளாளப்பட்டி, மல்லிகுந்தம், மேட்டூர், சேலம். (3) ரா.அஸ்வந்த், வெள்ளாளப்பட்டி, மல்லிகுந்தம், மேட்டூர், சேலம். [55,2228,398,2317]
ward-organizer: ப.கார்த்திக்ராஜா, ஆதிதிராவிடர் தெரு, மல்லிகுந்தம், மேட்டூர், சேலம். [492,1688,703,1721]
masthead-rule-right [909,70,1450,77]
deputy-organizers-text: துணை அமைப்பாளர்கள் : (1) ப.சந்தோஷ்குமார், ஆரிக்கவுண்டனூர், தெத்திகிரிப்பட்டி, மேட்டூர், சேலம். (2) ம.பிரபாகரன், அண்ணா நகர், ஆரிக்கவுண்டனூர், தெத்திகிரிப்பட்டி, மேட்டூர், சேலம். (3) தாமரைச்செல்வன், 2–44/1, ஆட்டுக்காரனூர், தெத்திகிரிப்பட்டி, வெள்ளார், மேட்டூர், சேலம். [776,1973,1119,2080]
branch-title: மணியன் நகர் கிளை [506,1106,668,1126]
branch-title: ஆதிதிராவிடர் தெரு கிளை [121,1851,331,1872]
ward-row [416,1849,758,1886]
branch-title: ஆரிக்கவுண்டனூர் கிளை [1211,116,1406,136]
branch-block [776,1730,1119,1892]
deputy-organizers-text: துணை அமைப்பாளர்கள் : (1) அ.அருண்பிரகாசம், 2/46, பரிகம்பட்டியான் தெரு, தெத்திகிரிப்பட்டி, மேட்டூர், சேலம். (2) மு.சிவகுமார், 1–330, தெத்திகிரிப்பட்டி காட்டுவளவு, மேட்டூர், சேலம். (3) சி.சுரேஷ், 1–290, தெத்திகிரிப்பட்டி, மேட்டூர், சேலம். [776,1288,1119,1376]
ward-row [416,1931,758,1968]
branch-block [776,531,1119,694]
branch-title: வெள்ளார் கிளை [1242,1126,1374,1146]
branch-title: குட்டப்பட்டியான் தெரு கிளை [109,171,344,191]
deputy-organizers-text: துணை அமைப்பாளர்கள் : (1) மு.கௌதம், 3/260, ஆரிக்கவுண்டனூர் காட்டு வளவு, தெத்திகிரிப்பட்டி, மேட்டூர், சேலம். (2) த.தினேஷ்குமார், புளியமரத்து கொட்டாய், ஆரிக்கவுண்டனூர், தெத்திகிரிப்பட்டி, மேட்டூர், சேலம். (3) சி.பரத், 3–70/996, கருப்புசாமியூர், தெத்திகிரிப்பட்டி, வெள்ளார், மேட்டூர், சேலம். [776,224,1119,331]
ward-row [1137,602,1480,658]
deputy-organizers-text: துணை அமைப்பாளர்கள் : (1) த.ஆனந்தபிரகாஷ், ஆதிதிராவிடர் தெரு, மல்லிகுந்தம், மேட்டூர், சேலம். (2) ரா.கார்த்திகேயன், ஆதிதிராவிடர் தெரு, மல்லிகுந்தம், மேட்டூர், சேலம். (3) பவித்ரன், மல்லிகுந்தம், மேட்டூர், சேலம். [55,1770,398,1840]
column-divider [767,110,769,2354]
ward-organizer: ப.ராஜ்குமார், 5/30–ஏ, சுக்சராயனூர் காட்டுவளவு, தெத்திகிரிப்பட்டி, மேட்டூர், சேலம். [1214,604,1437,655]
branch-title: சுக்சராயனூர் கிளை [873,1388,1022,1408]
branch-title: அருவப்பள்ளம் கிளை [139,1546,314,1566]
organizer-text: அமைப்பாளர் : ஐ.ரகுபதி வேலன், சாம்ராஜ் பேட்டை, தெத்திகிரிப்பட்டி, மேட்டூர், சேலம். [776,885,1119,918]
branch-block [55,1699,398,1842]
deputy-organizers-text: துணை அமைப்பாளர்கள் : (1) ஜெ.பரமேஸ்வரன், புளியமரத்தூர், மல்லிகுந்தம், மேட்டூர், சேலம். (2) ப.வினோதினி, கிழக்கு காட்டுவளவு, மல்லிகுந்தம், மேட்டூர், சேலம். (3) ஏ.கண்ணன், வெள்ளாளப்பட்டி, மல்லிகுந்தம், மேட்டூர், சேலம். [416,187,758,275]
ward-row [416,1645,758,1683]
branch-block [1137,1468,1480,1594]
deputy-organizers-text: துணை அமைப்பாளர்கள் : (1) செஷிர்த், 10/503, பெருமாள் கோவில் தெரு, வெள்ளார், மேட்டூர், சேலம். (2) ரா.சந்தோஷ்குமார், 8/14, அம்மன் கோவில் தெரு, வெள்ளார், மேட்டூர், சேலம். (3) கோ.பிரபு, 8/112, கொண்டம்மன் கோவில் தெரு, வெள்ளார், மேட்டூர், சேலம். [1137,1197,1480,1286]
ward-organizers-block [416,1582,758,2009]
ward-row [416,1605,758,1642]
